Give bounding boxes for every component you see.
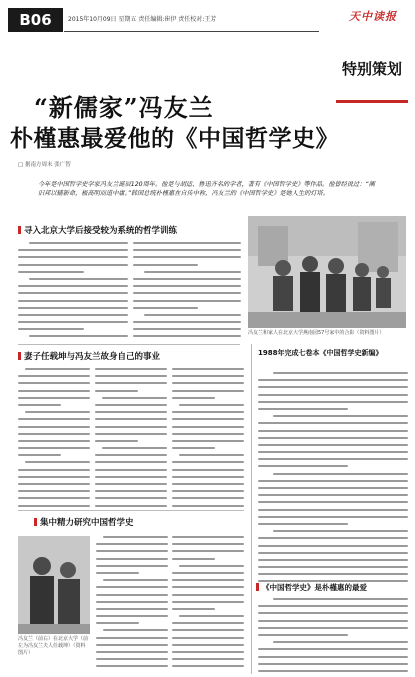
section-bar	[336, 100, 408, 103]
brand-logo: 天中读报	[349, 10, 397, 23]
section2-col3	[172, 368, 244, 508]
section1-col1	[18, 242, 128, 342]
portrait-photo-image	[18, 536, 90, 634]
byline: □ 据南方周末 张广智	[18, 162, 71, 168]
section2-col1	[18, 368, 90, 508]
section5-col2	[172, 536, 244, 672]
section3-heading: 1988年完成七卷本《中国哲学史新编》	[258, 349, 383, 357]
headline-line2: 朴槿惠最爱他的《中国哲学史》	[10, 125, 339, 152]
photo1-caption: 冯友兰和家人在北京大学燕南园57号家中的合影（资料图片）	[248, 330, 385, 336]
header-info: 2015年10月09日 星期五 责任编辑:崔伊 责任校对:王芳	[68, 16, 217, 23]
family-photo	[248, 216, 406, 328]
column-divider	[251, 344, 252, 674]
lead-paragraph: 今年是中国哲学史学家冯友兰诞辰120周年。他是与胡适、鲁迅齐名的学者，著有《中国哲学史》等作品。他曾经说过：“阐旧邦以辅新命，极高明而道中庸。”韩国总统朴槿惠在自传中称，冯友兰的《中国哲学史》是她人生的灯塔。	[38, 181, 375, 197]
section3-body	[258, 372, 408, 582]
divider	[18, 510, 244, 511]
divider	[18, 344, 240, 345]
section4-heading: 《中国哲学史》是朴槿惠的最爱	[256, 582, 367, 593]
header-divider	[64, 31, 319, 32]
section2-col2	[95, 368, 167, 508]
section2-heading: 妻子任载坤与冯友兰故身自己的事业	[18, 350, 160, 362]
section4-body	[258, 598, 408, 674]
family-photo-image	[248, 216, 406, 328]
section5-heading: 集中精力研究中国哲学史	[34, 516, 134, 528]
section5-col1	[96, 536, 168, 672]
photo2-caption: 冯友兰（前右）在北京大学（前左为冯友兰夫人任载坤）（资料图片）	[18, 636, 89, 656]
section1-col2	[133, 242, 241, 342]
section-title: 特别策划	[342, 60, 403, 78]
section1-heading: 寻入北京大学后接受较为系统的哲学训练	[18, 224, 177, 236]
page-number: B06	[8, 8, 63, 32]
portrait-photo	[18, 536, 90, 634]
headline-line1: “新儒家”冯友兰	[34, 93, 214, 122]
